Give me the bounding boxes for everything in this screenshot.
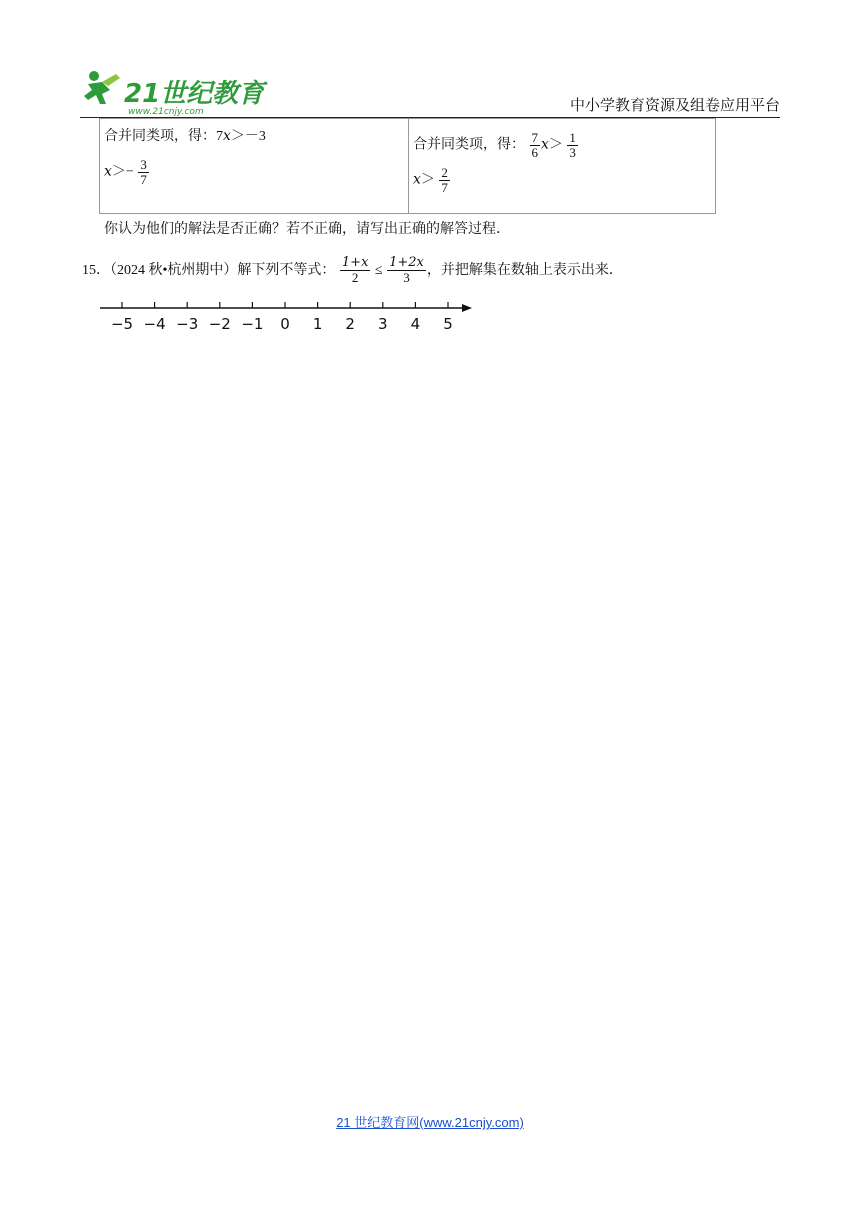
- tick-label: 0: [280, 315, 290, 333]
- page-footer: [0, 1112, 860, 1131]
- question-prompt: 解下列不等式：: [237, 263, 336, 278]
- question-tail: ，并把解集在数轴上表示出来．: [426, 263, 623, 278]
- platform-title: 中小学教育资源及组卷应用平台: [569, 96, 780, 114]
- tick-label: 3: [378, 315, 388, 333]
- question-number: 15．: [82, 263, 110, 278]
- tick-label: −1: [241, 315, 264, 333]
- tick-label: 2: [345, 315, 355, 333]
- page-header: [80, 64, 780, 118]
- rhs-fraction: $\frac{1+2x}{3}$: [389, 255, 424, 286]
- question-text: 你认为他们的解法是否正确？若不正确，请写出正确的解答过程．: [104, 222, 510, 237]
- logo-url-text: www.21cnjy.com: [128, 107, 204, 117]
- tick-label: −4: [143, 315, 166, 333]
- logo-text: 21世纪教育: [124, 79, 265, 109]
- fraction: $\frac{2}{7}$: [441, 165, 448, 195]
- left-line-2: x＞− $\frac{3}{7}$: [104, 157, 147, 187]
- number-line-svg: [98, 298, 478, 338]
- right-line-1: 合并同类项，得： $\frac{7}{6}$ x＞ $\frac{1}{3}$: [413, 130, 576, 160]
- fraction: $\frac{3}{7}$: [140, 157, 147, 187]
- solution-table: [99, 118, 716, 214]
- fraction: $\frac{1}{3}$: [569, 130, 576, 160]
- right-line-2: x＞ $\frac{2}{7}$: [413, 165, 448, 195]
- fraction: $\frac{7}{6}$: [531, 130, 538, 160]
- footer-link[interactable]: 21 世纪教育网(www.21cnjy.com): [336, 1115, 524, 1130]
- inequality-sign: ≤: [374, 263, 383, 278]
- lhs-fraction: $\frac{1+x}{2}$: [341, 255, 369, 286]
- question-15: [82, 256, 623, 286]
- question-source: （2024 秋•杭州期中）: [110, 263, 238, 278]
- logo: [80, 64, 265, 117]
- tick-label: 1: [312, 315, 323, 333]
- number-line: [98, 298, 478, 338]
- solution-cell-right: [409, 119, 716, 214]
- left-line-1: 合并同类项，得：7x＞－3: [104, 128, 266, 144]
- tick-label: −2: [208, 315, 231, 333]
- arrow-head-icon: [462, 304, 472, 312]
- tick-label: −3: [176, 315, 199, 333]
- tick-label: 5: [443, 315, 453, 333]
- tick-label: 4: [410, 315, 421, 333]
- solution-cell-left: [100, 119, 409, 214]
- tick-label: −5: [110, 315, 134, 333]
